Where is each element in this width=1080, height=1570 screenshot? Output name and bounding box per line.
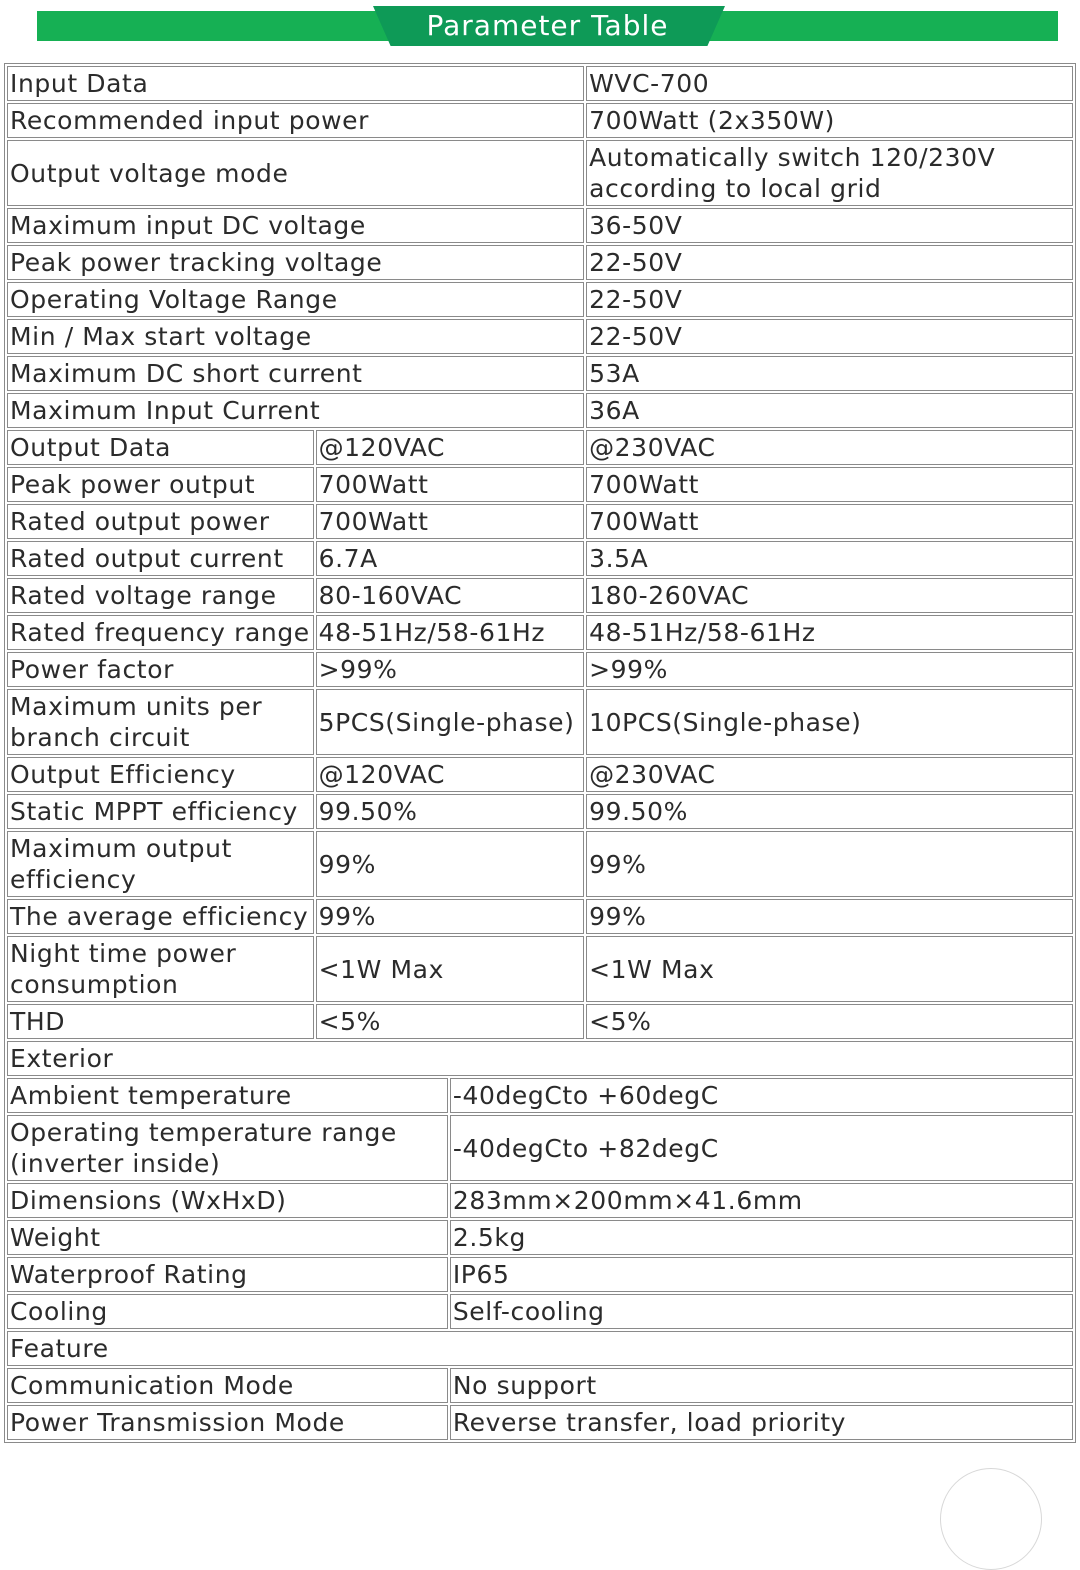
row-label: Recommended input power: [7, 103, 584, 138]
cell-120vac: <1W Max: [316, 936, 585, 1002]
table-row: [7, 899, 1073, 934]
row-label: Static MPPT efficiency: [7, 794, 314, 829]
table-row: [7, 319, 1073, 354]
table-row: [7, 103, 1073, 138]
cell-230vac: 180-260VAC: [586, 578, 1073, 613]
table-row: [7, 689, 1073, 755]
cell-120vac: >99%: [316, 652, 585, 687]
row-label: Output Data: [7, 430, 314, 465]
decorative-circle: [940, 1468, 1042, 1570]
row-label: Input Data: [7, 66, 584, 101]
row-label: Output voltage mode: [7, 140, 584, 206]
section-heading-row: [7, 1331, 1073, 1366]
parameter-table: [4, 63, 1076, 1443]
cell-230vac: 3.5A: [586, 541, 1073, 576]
cell-230vac: 700Watt: [586, 467, 1073, 502]
table-row: [7, 578, 1073, 613]
cell-120vac: @120VAC: [316, 430, 585, 465]
cell-120vac: 99.50%: [316, 794, 585, 829]
row-label: Communication Mode: [7, 1368, 448, 1403]
cell-230vac: <1W Max: [586, 936, 1073, 1002]
cell-230vac: 10PCS(Single-phase): [586, 689, 1073, 755]
table-row: [7, 356, 1073, 391]
section-heading-exterior: Exterior: [7, 1041, 1073, 1076]
cell-120vac: @120VAC: [316, 757, 585, 792]
row-value: 700Watt (2x350W): [586, 103, 1073, 138]
row-label: Night time power consumption: [7, 936, 314, 1002]
row-label: Dimensions (WxHxD): [7, 1183, 448, 1218]
row-value: 53A: [586, 356, 1073, 391]
table-row: [7, 245, 1073, 280]
cell-120vac: 700Watt: [316, 467, 585, 502]
row-label: Weight: [7, 1220, 448, 1255]
row-label: Maximum DC short current: [7, 356, 584, 391]
table-row: [7, 208, 1073, 243]
row-value: 36A: [586, 393, 1073, 428]
row-value: 283mm×200mm×41.6mm: [450, 1183, 1073, 1218]
cell-230vac: 99%: [586, 831, 1073, 897]
row-label: Cooling: [7, 1294, 448, 1329]
table-row: [7, 541, 1073, 576]
row-label: Maximum units per branch circuit: [7, 689, 314, 755]
row-value: Automatically switch 120/230V according to local grid: [586, 140, 1073, 206]
cell-230vac: <5%: [586, 1004, 1073, 1039]
cell-230vac: 48-51Hz/58-61Hz: [586, 615, 1073, 650]
table-row: [7, 430, 1073, 465]
cell-230vac: >99%: [586, 652, 1073, 687]
row-label: Power factor: [7, 652, 314, 687]
row-value: 36-50V: [586, 208, 1073, 243]
table-row: [7, 467, 1073, 502]
table-row: [7, 831, 1073, 897]
section-heading-feature: Feature: [7, 1331, 1073, 1366]
cell-230vac: @230VAC: [586, 757, 1073, 792]
row-label: THD: [7, 1004, 314, 1039]
row-label: Maximum input DC voltage: [7, 208, 584, 243]
table-row: [7, 615, 1073, 650]
table-row: [7, 504, 1073, 539]
cell-120vac: <5%: [316, 1004, 585, 1039]
row-value: -40degCto +82degC: [450, 1115, 1073, 1181]
row-value: Reverse transfer, load priority: [450, 1405, 1073, 1440]
row-value: 22-50V: [586, 319, 1073, 354]
table-row: [7, 393, 1073, 428]
row-label: Min / Max start voltage: [7, 319, 584, 354]
cell-120vac: 48-51Hz/58-61Hz: [316, 615, 585, 650]
cell-230vac: 99.50%: [586, 794, 1073, 829]
row-label: The average efficiency: [7, 899, 314, 934]
row-label: Waterproof Rating: [7, 1257, 448, 1292]
cell-120vac: 5PCS(Single-phase): [316, 689, 585, 755]
row-label: Maximum Input Current: [7, 393, 584, 428]
table-row: [7, 757, 1073, 792]
cell-230vac: 700Watt: [586, 504, 1073, 539]
table-row: [7, 1004, 1073, 1039]
row-label: Maximum output efficiency: [7, 831, 314, 897]
table-row: [7, 1183, 1073, 1218]
row-label: Rated output current: [7, 541, 314, 576]
row-value: 2.5kg: [450, 1220, 1073, 1255]
cell-120vac: 99%: [316, 831, 585, 897]
row-value: IP65: [450, 1257, 1073, 1292]
table-row: [7, 140, 1073, 206]
row-value: No support: [450, 1368, 1073, 1403]
table-row: [7, 1257, 1073, 1292]
row-label: Rated frequency range: [7, 615, 314, 650]
table-row: [7, 1115, 1073, 1181]
row-value: 22-50V: [586, 282, 1073, 317]
table-row: [7, 282, 1073, 317]
row-label: Peak power output: [7, 467, 314, 502]
row-value: Self-cooling: [450, 1294, 1073, 1329]
table-row: [7, 1078, 1073, 1113]
table-row: [7, 1405, 1073, 1440]
page-title: Parameter Table: [426, 9, 669, 42]
row-value: WVC-700: [586, 66, 1073, 101]
row-label: Rated voltage range: [7, 578, 314, 613]
table-row: [7, 1294, 1073, 1329]
row-label: Power Transmission Mode: [7, 1405, 448, 1440]
row-label: Peak power tracking voltage: [7, 245, 584, 280]
row-value: 22-50V: [586, 245, 1073, 280]
cell-120vac: 700Watt: [316, 504, 585, 539]
cell-120vac: 99%: [316, 899, 585, 934]
table-row: [7, 936, 1073, 1002]
row-label: Operating Voltage Range: [7, 282, 584, 317]
title-banner: [37, 6, 1058, 46]
table-row: [7, 794, 1073, 829]
row-label: Ambient temperature: [7, 1078, 448, 1113]
section-heading-row: [7, 1041, 1073, 1076]
row-label: Rated output power: [7, 504, 314, 539]
row-label: Operating temperature range (inverter inside): [7, 1115, 448, 1181]
table-row: [7, 652, 1073, 687]
table-row: [7, 1220, 1073, 1255]
row-value: -40degCto +60degC: [450, 1078, 1073, 1113]
table-row: [7, 1368, 1073, 1403]
row-label: Output Efficiency: [7, 757, 314, 792]
cell-230vac: @230VAC: [586, 430, 1073, 465]
cell-230vac: 99%: [586, 899, 1073, 934]
cell-120vac: 6.7A: [316, 541, 585, 576]
cell-120vac: 80-160VAC: [316, 578, 585, 613]
table-row: [7, 66, 1073, 101]
